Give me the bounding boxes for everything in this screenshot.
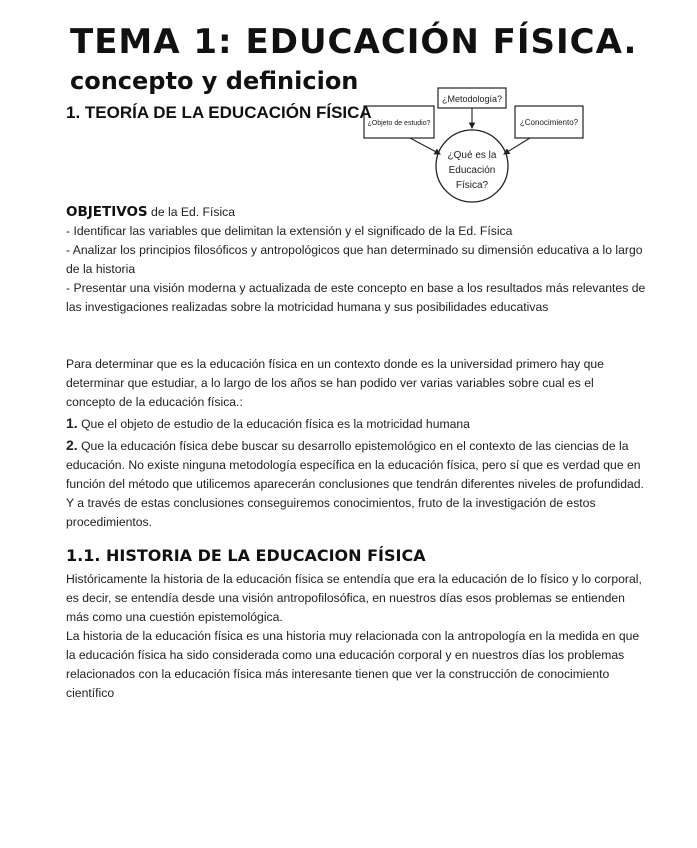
point-2-text: Que la educación física debe buscar su desarrollo epistemológico en el contexto de las ciencias de la educación. No existe ninguna metodología específica en la educación física, pero sí que es verdad que en función del método que utilicemos aparecerán conclusiones que tendrán diferentes niveles de profundidad. Y a través de estas conclusiones conseguiremos conocimientos, fruto de la investigación de estos procedimientos. — [66, 439, 644, 529]
intro-paragraph: Para determinar que es la educación física en un contexto donde es la universidad primero hay que determinar que estudiar, a lo largo de los años se han podido ver varias variables sobre cual es el concepto de la educación física.: — [66, 357, 604, 409]
historia-heading: 1.1. HISTORIA DE LA EDUCACION FÍSICA — [66, 546, 426, 565]
objetivo-item: - Analizar los principios filosóficos y antropológicos que han determinado su dimensión educativa a lo largo de la historia — [66, 243, 643, 276]
point-1-number: 1. — [66, 415, 78, 431]
point-1-text: Que el objeto de estudio de la educación física es la motricidad humana — [77, 417, 470, 431]
concept-diagram — [360, 84, 590, 204]
diagram-arrow-left — [410, 138, 440, 154]
objetivos-block — [66, 203, 646, 317]
historia-paragraph-1: Históricamente la historia de la educación física se entendía que era la educación de lo físico y lo corporal, es decir, se entendía desde una visión antropofilosófica, en nuestros días esos problemas se entienden más como una cuestión epistemológica. — [66, 572, 642, 624]
historia-block — [66, 570, 646, 703]
objetivo-item: - Identificar las variables que delimitan la extensión y el significado de la Ed. Física — [66, 224, 513, 238]
intro-block — [66, 355, 646, 532]
objetivos-heading-line — [66, 203, 646, 222]
objetivos-heading: OBJETIVOS — [66, 204, 148, 220]
diagram-label-conocimiento: ¿Conocimiento? — [519, 118, 579, 127]
point-2-number: 2. — [66, 437, 78, 453]
page-title: TEMA 1: EDUCACIÓN FÍSICA. — [70, 22, 638, 62]
diagram-label-objeto: ¿Objeto de estudio? — [367, 120, 431, 127]
section-heading: 1. TEORÍA DE LA EDUCACIÓN FÍSICA — [66, 103, 372, 122]
diagram-arrow-right — [504, 138, 530, 154]
intro-point-1 — [66, 414, 646, 434]
diagram-center-line2: Educación — [448, 165, 496, 176]
page-subtitle: concepto y definicion — [70, 67, 359, 95]
diagram-label-metodologia: ¿Metodología? — [441, 94, 503, 104]
intro-point-2 — [66, 436, 646, 532]
objetivos-heading-suffix: de la Ed. Física — [147, 205, 236, 219]
diagram-center-line3: Física? — [455, 180, 489, 191]
historia-paragraph-2: La historia de la educación física es una historia muy relacionada con la antropología en la medida en que la educación física ha sido considerada como una educación corporal y en nuestros días los problemas relacionados con la educación física más interesante tienen que ver la construcción de conocimiento científico — [66, 629, 640, 700]
objetivo-item: - Presentar una visión moderna y actualizada de este concepto en base a los resultados más relevantes de las investigaciones realizadas sobre la motricidad humana y sus posibilidades educativas — [66, 281, 646, 314]
diagram-center-line1: ¿Qué es la — [447, 150, 497, 161]
